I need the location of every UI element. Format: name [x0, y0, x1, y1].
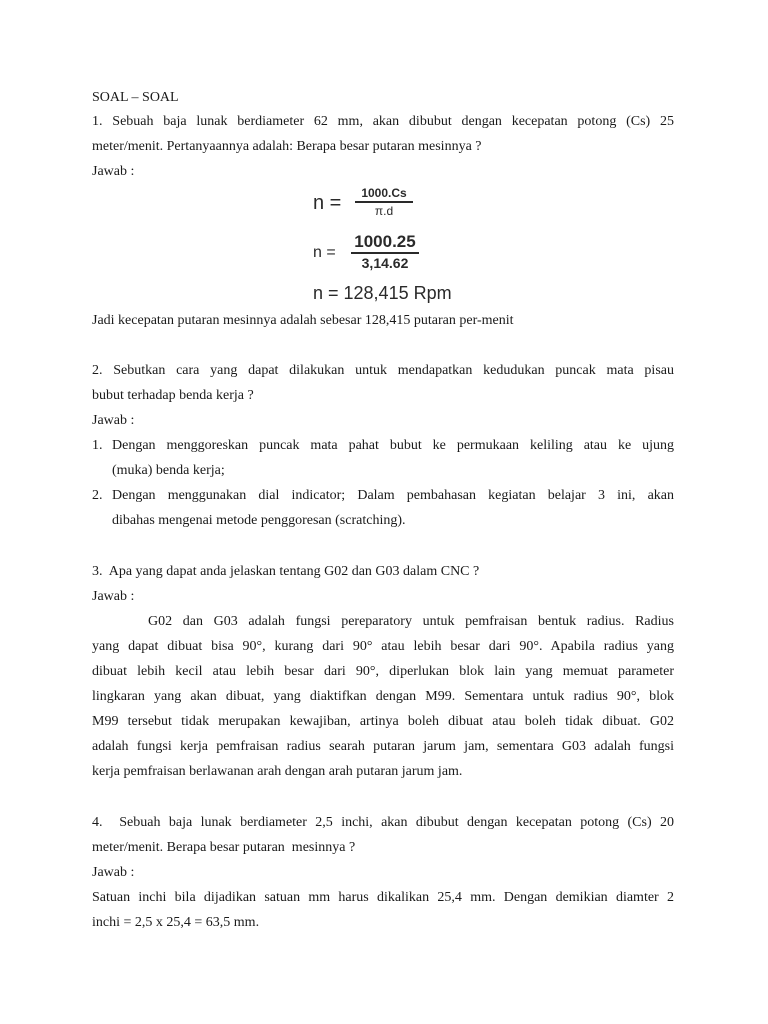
formula-1	[313, 186, 423, 226]
answer-3-line: dibuat lebih kecil atau lebih besar dari 90°, diperlukan blok lain yang memuat parameter	[92, 664, 674, 679]
question-1	[92, 109, 674, 184]
question-1-line-2: meter/menit. Pertanyaannya adalah: Berapa besar putaran mesinnya ?	[92, 139, 482, 154]
question-4	[92, 810, 674, 935]
answer-4-line: inchi = 2,5 x 25,4 = 63,5 mm.	[92, 915, 260, 930]
formula-3	[313, 281, 483, 305]
title-block	[92, 85, 674, 110]
list-item-number: 1.	[92, 438, 103, 453]
question-2-line-1: 2. Sebutkan cara yang dapat dilakukan untuk mendapatkan kedudukan puncak mata pisau	[92, 363, 674, 378]
question-3	[92, 559, 674, 784]
answer-3-line: adalah fungsi kerja pemfraisan radius searah putaran jarum jam, sementara G03 adalah fungsi	[92, 739, 674, 754]
formula-1-fraction	[355, 186, 413, 219]
formula-1-numerator: 1000.Cs	[361, 186, 407, 200]
answer-label-1: Jawab :	[92, 164, 135, 179]
question-4-line-1: 4. Sebuah baja lunak berdiameter 2,5 inchi, akan dibubut dengan kecepatan potong (Cs) 20	[92, 815, 674, 830]
answer-3-line: lingkaran yang akan dibuat, yang diaktifkan dengan M99. Sementara untuk radius 90°, blok	[92, 689, 674, 704]
list-item-number: 2.	[92, 488, 103, 503]
list-item	[92, 483, 674, 533]
list-item-line: dibahas mengenai metode penggoresan (scratching).	[112, 513, 406, 528]
question-1-line-1: 1. Sebuah baja lunak berdiameter 62 mm, akan dibubut dengan kecepatan potong (Cs) 25	[92, 114, 674, 129]
conclusion-1	[92, 308, 674, 333]
formula-2-denominator: 3,14.62	[361, 254, 409, 271]
question-3-text: 3. Apa yang dapat anda jelaskan tentang G02 dan G03 dalam CNC ?	[92, 564, 480, 579]
conclusion-1-text: Jadi kecepatan putaran mesinnya adalah sebesar 128,415 putaran per-menit	[92, 313, 514, 328]
answer-label-3: Jawab :	[92, 589, 135, 604]
formula-1-denominator: π.d	[374, 203, 394, 218]
formula-2-lhs: n =	[313, 244, 336, 261]
answer-3-line: kerja pemfraisan berlawanan arah dengan arah putaran jarum jam.	[92, 764, 463, 779]
question-2-line-2: bubut terhadap benda kerja ?	[92, 388, 254, 403]
answer-3-line: M99 tersebut tidak merupakan kewajiban, artinya boleh dibuat atau boleh tidak dibuat. G02	[92, 714, 674, 729]
answer-label-2: Jawab :	[92, 413, 135, 428]
list-item-line: (muka) benda kerja;	[112, 463, 225, 478]
formula-2-fraction	[351, 232, 419, 273]
formula-2	[313, 232, 433, 276]
question-2	[92, 358, 674, 533]
list-item-line: Dengan menggoreskan puncak mata pahat bubut ke permukaan keliling atau ke ujung	[112, 438, 674, 453]
formula-2-numerator: 1000.25	[354, 232, 416, 251]
question-4-line-2: meter/menit. Berapa besar putaran mesinnya ?	[92, 840, 356, 855]
answer-label-4: Jawab :	[92, 865, 135, 880]
formula-1-lhs: n =	[313, 192, 342, 214]
answer-3-line: G02 dan G03 adalah fungsi pereparatory untuk pemfraisan bentuk radius. Radius	[148, 614, 674, 629]
page-title: SOAL – SOAL	[92, 90, 179, 105]
list-item	[92, 433, 674, 483]
answer-4-line: Satuan inchi bila dijadikan satuan mm harus dikalikan 25,4 mm. Dengan demikian diamter 2	[92, 890, 674, 905]
formula-3-result: n = 128,415 Rpm	[313, 283, 452, 303]
list-item-line: Dengan menggunakan dial indicator; Dalam pembahasan kegiatan belajar 3 ini, akan	[112, 488, 674, 503]
answer-3-line: yang dapat dibuat bisa 90°, kurang dari 90° atau lebih besar dari 90°. Apabila radius yang	[92, 639, 674, 654]
